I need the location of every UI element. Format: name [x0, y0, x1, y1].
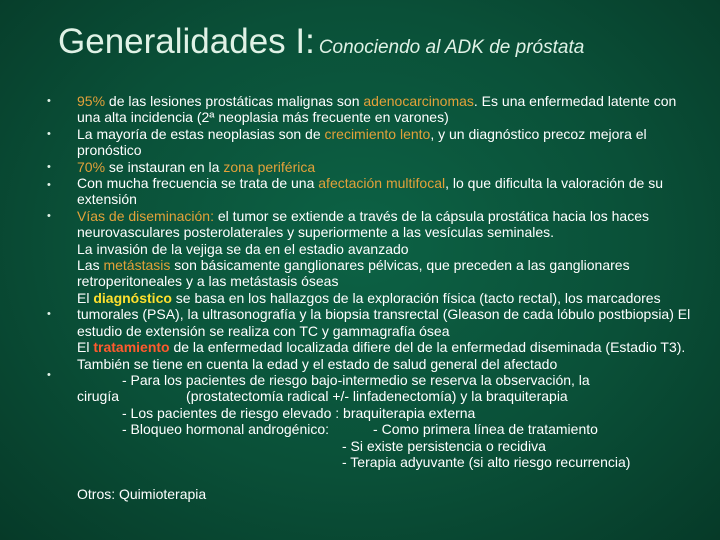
bullet-dot: • [47, 95, 51, 107]
treatment-line: cirugía (prostatectomía radical +/- linfadenectomía) y la braquiterapia [77, 388, 568, 405]
highlight-keyword: tratamiento [93, 339, 170, 356]
slide-title [58, 22, 584, 62]
bullet-dot: • [47, 369, 51, 381]
highlight-term: adenocarcinomas [363, 93, 474, 109]
highlight-keyword: diagnóstico [93, 289, 172, 306]
highlight-term: afectación multifocal [318, 175, 446, 192]
bullet-dot: • [47, 210, 51, 222]
highlight-percentage: 95% [77, 93, 106, 109]
list-item-multifocal: Con mucha frecuencia se trata de una afectación multifocal, lo que dificulta la valoración de su extensión [77, 175, 664, 208]
list-item-location: 70% se instauran en la zona periférica [77, 158, 316, 175]
treatment-line: - Si existe persistencia o recidiva [342, 437, 546, 454]
title-subtitle: Conociendo al ADK de próstata [318, 37, 585, 58]
title-main: Generalidades I: [58, 22, 315, 61]
treatment-line: - Para los pacientes de riesgo bajo-intermedio se reserva la observación, la [122, 371, 590, 388]
bullet-list [0, 93, 720, 503]
highlight-percentage: 70% [77, 158, 106, 175]
treatment-line: Otros: Quimioterapia [77, 486, 207, 503]
bullet-dot: • [47, 308, 51, 320]
treatment-line: - Bloqueo hormonal androgénico: - Como primera línea de tratamiento [122, 421, 598, 438]
bullet-dot: • [47, 161, 51, 173]
treatment-line: - Los pacientes de riesgo elevado : braquiterapia externa [122, 404, 476, 421]
list-item-prevalence: 95% de las lesiones prostáticas malignas son adenocarcinomas. Es una enfermedad latente con una alta incidencia (2ª neoplasia más frecuente en varones) [77, 93, 677, 126]
highlight-term: Vías de diseminación: [77, 207, 214, 224]
list-item-diagnosis: El diagnóstico se basa en los hallazgos de la exploración física (tacto rectal), los marcadores tumorales (PSA), la ultrasonografía y la biopsia transrectal (Gleason de cada lóbulo postbiopsia) El estudio de extensión se realiza con TC y gammagrafía ósea [77, 289, 691, 339]
highlight-term: metástasis [103, 257, 171, 274]
highlight-term: crecimiento lento [324, 125, 431, 142]
list-item-growth: La mayoría de estas neoplasias son de crecimiento lento, y un diagnóstico precoz mejora el pronóstico [77, 125, 647, 159]
bullet-dot: • [47, 128, 51, 140]
bullet-dot: • [47, 179, 51, 191]
list-item-treatment: El tratamiento de la enfermedad localizada difiere del de la enfermedad diseminada (Estadio T3). También se tiene en cuenta la edad y el estado de salud general del afectado - Para los pacientes de riesgo bajo-intermedio se reserva la observación, la cirugía (prostatectomía radical +/- linfadenectomía) y la braquiterapia - Los pacientes de riesgo elevado : braquiterapia externa - Bloqueo hormonal androgénico: - Como primera línea de tratamiento - Si existe persistencia o recidiva - Terapia adyuvante (si alto riesgo recurrencia) Otros: Quimioterapia [77, 339, 692, 503]
list-item-dissemination: Vías de diseminación: el tumor se extiende a través de la cápsula prostática hacia los haces neurovasculares posterolaterales y superiormente a las vesículas seminales. La invasión de la vejiga se da en el estadio avanzado Las metástasis son básicamente ganglionares pélvicas, que preceden a las ganglionares retroperitoneales y a las metástasis óseas [77, 207, 649, 290]
highlight-term: zona periférica [223, 158, 316, 175]
treatment-line: - Terapia adyuvante (si alto riesgo recurrencia) [342, 453, 631, 470]
